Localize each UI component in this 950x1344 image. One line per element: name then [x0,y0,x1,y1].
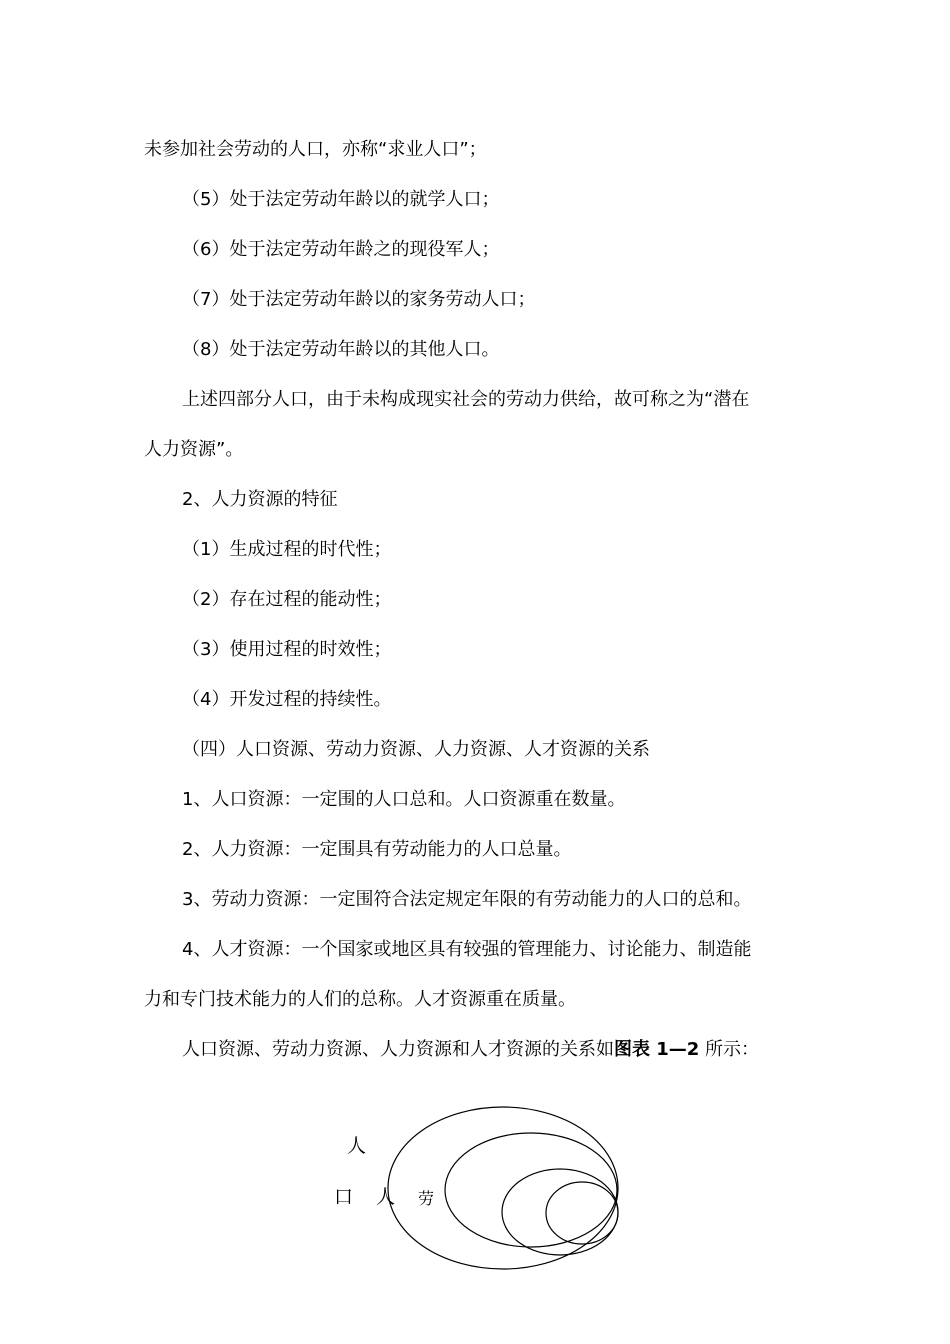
diagram-label: 人 [376,1186,396,1208]
labor-resource-ellipse [445,1133,617,1247]
list-item: （3）使用过程的时效性； [182,639,392,660]
figure-reference-line [182,1036,862,1064]
reference-text: 人口资源、劳动力资源、人力资源和人才资源的关系如 [182,1039,614,1060]
paragraph-line: 未参加社会劳动的人口，亦称“求业人口”； [144,139,487,160]
list-item: （8）处于法定劳动年龄以的其他人口。 [182,339,500,360]
human-resource-ellipse [502,1169,618,1255]
definition-item: 4、人才资源：一个国家或地区具有较强的管理能力、讨论能力、制造能 [182,939,752,960]
paragraph-line: 人力资源”。 [144,439,244,460]
list-item: （6）处于法定劳动年龄之的现役军人； [182,239,500,260]
section-heading: 2、人力资源的特征 [182,489,338,510]
definition-item: 3、劳动力资源：一定围符合法定规定年限的有劳动能力的人口的总和。 [182,889,752,910]
definition-item: 2、人力资源：一定围具有劳动能力的人口总量。 [182,839,572,860]
nested-ellipses [320,1100,640,1280]
list-item: （7）处于法定劳动年龄以的家务劳动人口； [182,289,536,310]
diagram-label: 口 [334,1186,354,1208]
list-item: （2）存在过程的能动性； [182,589,392,610]
paragraph-line: 上述四部分人口，由于未构成现实社会的劳动力供给，故可称之为“潜在 [182,389,750,410]
section-heading: （四）人口资源、劳动力资源、人力资源、人才资源的关系 [182,739,650,760]
diagram-label: 劳 [418,1189,435,1208]
diagram-label: 人 [347,1135,367,1157]
definition-item: 1、人口资源：一定围的人口总和。人口资源重在数量。 [182,789,626,810]
list-item: （4）开发过程的持续性。 [182,689,392,710]
reference-suffix: 所示： [699,1039,760,1060]
figure-reference: 图表 1—2 [614,1039,700,1060]
list-item: （1）生成过程的时代性； [182,539,392,560]
resource-relationship-diagram [320,1100,640,1280]
talent-resource-ellipse [546,1182,618,1244]
list-item: （5）处于法定劳动年龄以的就学人口； [182,189,500,210]
paragraph-line: 力和专门技术能力的人们的总称。人才资源重在质量。 [144,989,576,1010]
